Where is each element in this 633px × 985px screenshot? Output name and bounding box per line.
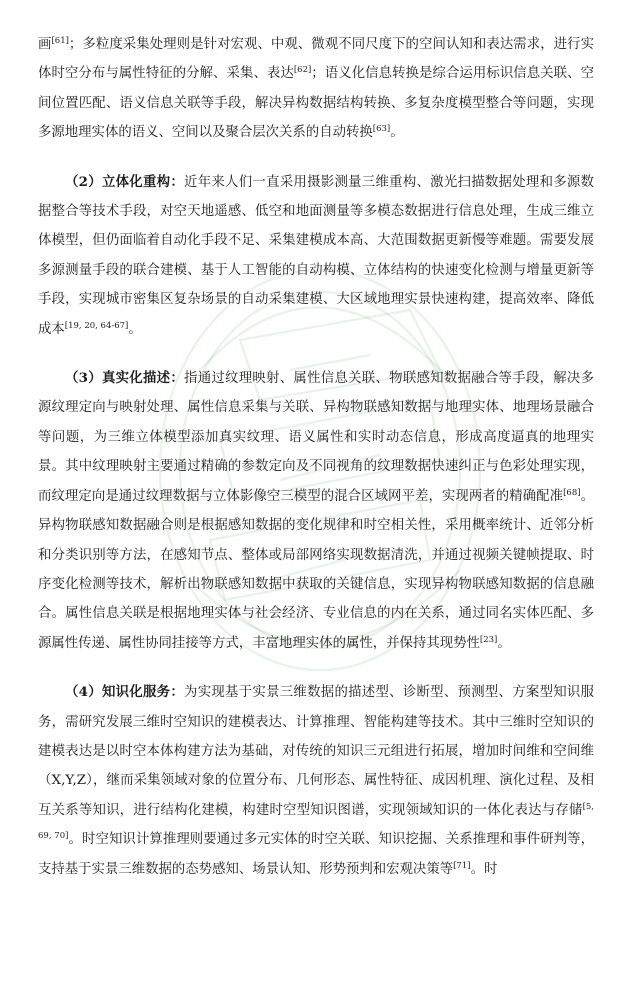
citation-71[interactable]: [71] (453, 860, 471, 871)
paragraph-3-text-a: 指通过纹理映射、属性信息关联、物联感知数据融合等手段，解决多源纹理定向与映射处理、属性信息采集与关联、异构物联感知数据与地理实体、地理场景融合等问题，为三维立体模型添加真实纹理、语义属性和实时动态信息，形成高度逼真的地理实景。其中纹理映射主要通过精确的参数定向及不同视角的纹理数据快速纠正与色彩处理实现，而纹理定向是通过纹理数据与立体影像空三模型的混合区域网平差，实现两者的精确配准 (38, 371, 594, 504)
citation-19-20-64-67[interactable]: [19, 20, 64-67] (64, 320, 129, 331)
paragraph-3-text-b: 。异构物联感知数据融合则是根据感知数据的变化规律和时空相关性，采用概率统计、近邻分析和分类识别等方法，在感知节点、整体或局部网络实现数据清洗，并通过视频关键帧提取、时序变化检测等技术，解析出物联感知数据中获取的关键信息，实现异构物联感知数据的信息融合。属性信息关联是根据地理实体与社会经济、专业信息的内在关系，通过同名实体匹配、多源属性传递、属性协同挂接等方式，丰富地理实体的属性，并保持其现势性 (38, 488, 595, 651)
paragraph-4-text-c: 。时 (470, 861, 498, 877)
paragraph-3-text-c: 。 (497, 635, 511, 651)
heading-realistic-description: （3）真实化描述： (65, 370, 185, 387)
citation-68[interactable]: [68] (563, 487, 581, 498)
paper-page (38, 30, 594, 884)
paragraph-4-knowledge-service (38, 678, 594, 884)
paragraph-2-text-a: 近年来人们一直采用摄影测量三维重构、激光扫描数据处理和多源数据整合等技术手段，对空天地遥感、低空和地面测量等多模态数据进行信息处理，生成三维立体模型，但仍面临着自动化手段不足、采集建模成本高、大范围数据更新慢等难题。需要发展多源测量手段的联合建模、基于人工智能的自动构模、立体结构的快速变化检测与增量更新等手段，实现城市密集区复杂场景的自动采集建模、大区域地理实景快速构建，提高效率、降低成本 (38, 174, 594, 337)
citation-63[interactable]: [63] (372, 124, 391, 135)
heading-3d-reconstruction: （2）立体化重构： (65, 173, 185, 190)
paragraph-1-text-d: 。 (390, 125, 404, 141)
paragraph-3-realistic-description (38, 364, 594, 658)
paragraph-4-text-a: 为实现基于实景三维数据的描述型、诊断型、预测型、方案型知识服务，需研究发展三维时空知识的建模表达、计算推理、智能构建等技术。其中三维时空知识的建模表达是以时空本体构建方法为基础，对传统的知识三元组进行拓展，增加时间维和空间维（X,Y,Z），继而采集领域对象的位置分布、几何形态、属性特征、成因机理、演化过程、及相互关系等知识，进行结构化建模，构建时空型知识图谱，实现领域知识的一体化表达与存储 (38, 685, 594, 818)
paragraph-1-text-a: 画 (38, 37, 52, 52)
paragraph-2-text-b: 。 (128, 321, 142, 337)
citation-5-69-70[interactable]: [5, 69, 70] (38, 801, 594, 842)
paragraph-4-text-b: 。时空知识计算推理则要通过多元实体的时空关联、知识挖掘、关系推理和事件研判等，支持基于实景三维数据的态势感知、场景认知、形势预判和宏观决策等 (38, 832, 594, 877)
paragraph-1-text-b: ；多粒度采集处理则是针对宏观、中观、微观不同尺度下的空间认知和表达需求，进行实体时空分布与属性特征的分解、采集、表达 (38, 37, 595, 82)
heading-knowledge-service: （4）知识化服务： (65, 684, 185, 701)
citation-62[interactable]: [62] (293, 65, 312, 76)
paragraph-1 (38, 30, 594, 148)
citation-61[interactable]: [61] (51, 36, 69, 46)
paragraph-2-3d-reconstruction (38, 168, 594, 344)
paragraph-1-text-c: ；语义化信息转换是综合运用标识信息关联、空间位置匹配、语义信息关联等手段，解决异构数据结构转换、多复杂度模型整合等问题，实现多源地理实体的语义、空间以及聚合层次关系的自动转换 (38, 66, 594, 141)
citation-23[interactable]: [23] (479, 634, 498, 645)
